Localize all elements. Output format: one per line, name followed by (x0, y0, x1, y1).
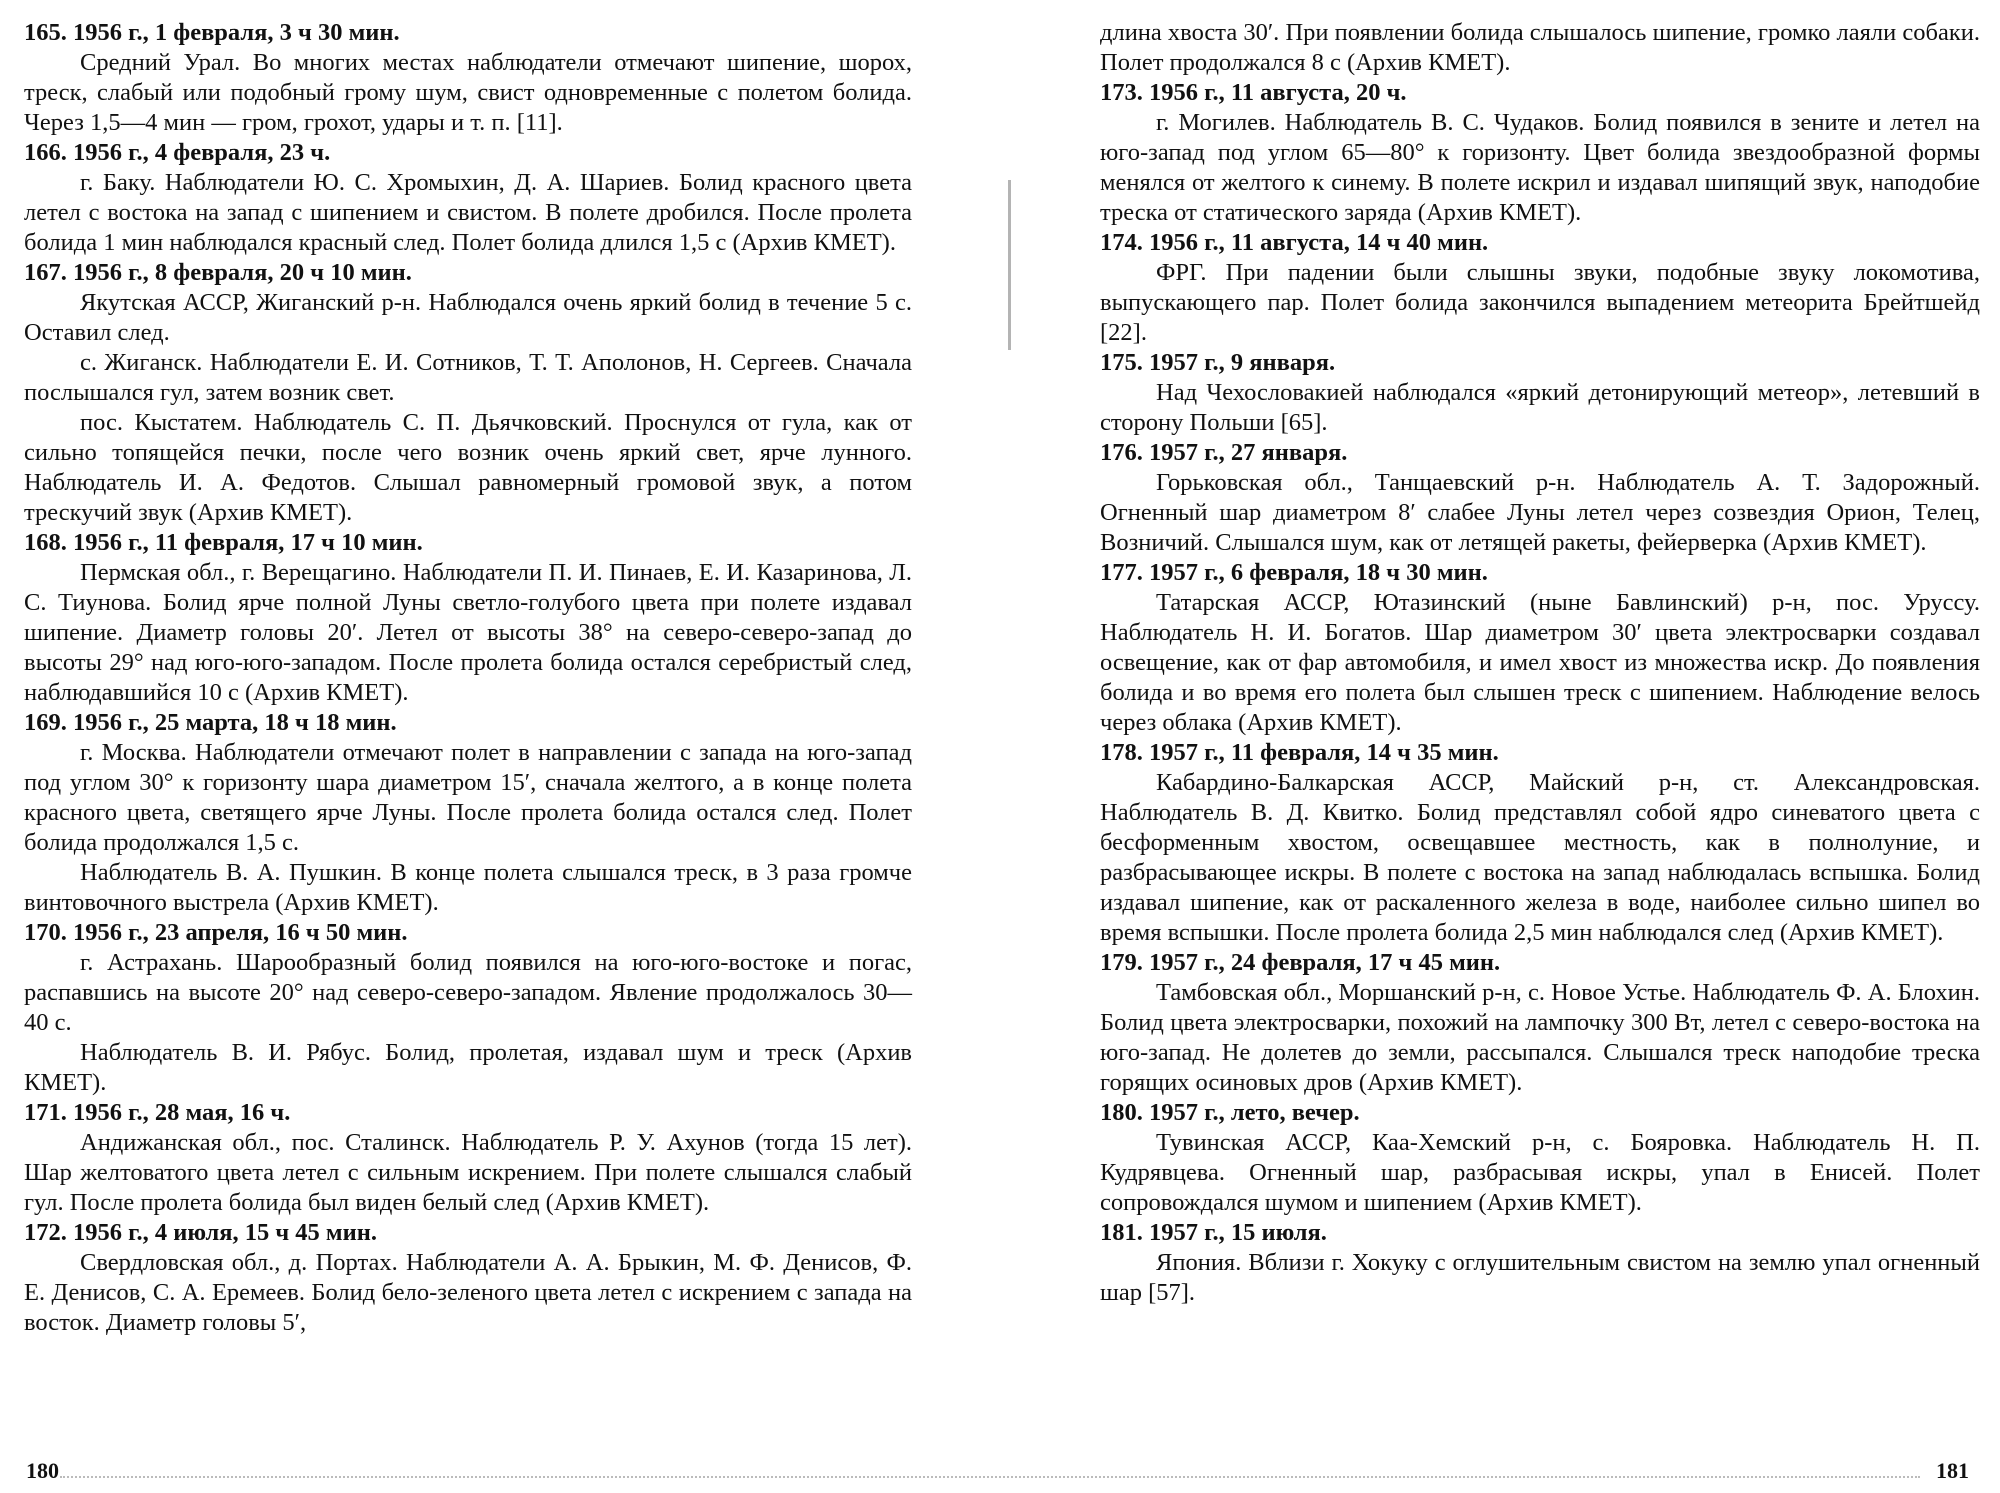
entry-heading: 181. 1957 г., 15 июля. (1100, 1219, 1327, 1246)
entry-paragraph: г. Астрахань. Шарообразный болид появился на юго-юго-востоке и погас, распавшись на высоте 20° над северо-северо-западом. Явление продолжалось 30—40 с. (24, 949, 912, 1036)
entry-paragraph: Свердловская обл., д. Портах. Наблюдатели А. А. Брыкин, М. Ф. Денисов, Ф. Е. Денисов, С. А. Еремеев. Болид бело-зеленого цвета летел с искрением с запада на восток. Диаметр головы 5′, (24, 1249, 912, 1336)
entry-paragraph: Кабардино-Балкарская АССР, Майский р-н, ст. Александровская. Наблюдатель В. Д. Квитко. Болид представлял собой ядро синеватого цвета с бесформенным хвостом, освещавшее местность, как в полнолуние, и разбрасывающее искры. В полете с востока на запад наблюдалась вспышка. Болид издавал шипение, как от раскаленного железа в воде, наиболее сильно шипел во время вспышки. После пролета болида 2,5 мин наблюдался след (Архив КМЕТ). (1100, 769, 1980, 946)
entry-heading: 167. 1956 г., 8 февраля, 20 ч 10 мин. (24, 259, 412, 286)
entry-paragraph: Тувинская АССР, Каа-Хемский р-н, с. Бояровка. Наблюдатель Н. П. Кудрявцева. Огненный шар, разбрасывая искры, упал в Енисей. Полет сопровождался шумом и шипением (Архив КМЕТ). (1100, 1129, 1980, 1216)
entry-heading: 177. 1957 г., 6 февраля, 18 ч 30 мин. (1100, 559, 1488, 586)
entry-paragraph: Андижанская обл., пос. Сталинск. Наблюдатель Р. У. Ахунов (тогда 15 лет). Шар желтоватого цвета летел с сильным искрением. При полете слышался слабый гул. После пролета болида был виден белый след (Архив КМЕТ). (24, 1129, 912, 1216)
left-page-number: 180 (26, 1458, 59, 1483)
entry-heading: 176. 1957 г., 27 января. (1100, 439, 1348, 466)
right-page-number: 181 (1936, 1458, 1969, 1483)
entry-heading: 179. 1957 г., 24 февраля, 17 ч 45 мин. (1100, 949, 1501, 976)
entry-paragraph: Япония. Вблизи г. Хокуку с оглушительным свистом на землю упал огненный шар [57]. (1100, 1249, 1980, 1306)
entry-heading: 175. 1957 г., 9 января. (1100, 349, 1336, 376)
entry-heading: 173. 1956 г., 11 августа, 20 ч. (1100, 79, 1407, 106)
right-page (1100, 18, 1980, 1418)
entry-heading: 169. 1956 г., 25 марта, 18 ч 18 мин. (24, 709, 397, 736)
entry-paragraph: г. Москва. Наблюдатели отмечают полет в направлении с запада на юго-запад под углом 30° к горизонту шара диаметром 15′, сначала желтого, а в конце полета красного цвета, светящего ярче Луны. После пролета болида остался след. Полет болида продолжался 1,5 с. (24, 739, 912, 856)
entry-heading: 180. 1957 г., лето, вечер. (1100, 1099, 1360, 1126)
entry-heading: 165. 1956 г., 1 февраля, 3 ч 30 мин. (24, 19, 400, 46)
entry-paragraph: Наблюдатель В. А. Пушкин. В конце полета слышался треск, в 3 раза громче винтовочного выстрела (Архив КМЕТ). (24, 859, 912, 916)
entry-heading: 178. 1957 г., 11 февраля, 14 ч 35 мин. (1100, 739, 1499, 766)
page-gutter-mark (1008, 180, 1011, 350)
entry-paragraph: г. Могилев. Наблюдатель В. С. Чудаков. Болид появился в зените и летел на юго-запад под углом 65—80° к горизонту. Цвет болида звездообразной формы менялся от желтого к синему. В полете искрил и издавал шипящий звук, наподобие треска от статического заряда (Архив КМЕТ). (1100, 109, 1980, 226)
entry-paragraph: г. Баку. Наблюдатели Ю. С. Хромыхин, Д. А. Шариев. Болид красного цвета летел с востока на запад с шипением и свистом. В полете дробился. После пролета болида 1 мин наблюдался красный след. Полет болида длился 1,5 с (Архив КМЕТ). (24, 169, 912, 256)
entry-paragraph: Татарская АССР, Ютазинский (ныне Бавлинский) р-н, пос. Уруссу. Наблюдатель Н. И. Богатов. Шар диаметром 30′ цвета электросварки создавал освещение, как от фар автомобиля, и имел хвост из множества искр. До появления болида и во время его полета был слышен треск с шипением. Наблюдение велось через облака (Архив КМЕТ). (1100, 589, 1980, 736)
entry-paragraph: Пермская обл., г. Верещагино. Наблюдатели П. И. Пинаев, Е. И. Казаринова, Л. С. Тиунова. Болид ярче полной Луны светло-голубого цвета при полете издавал шипение. Диаметр головы 20′. Летел от высоты 38° на северо-северо-запад до высоты 29° над юго-юго-западом. После пролета болида остался серебристый след, наблюдавшийся 10 с (Архив КМЕТ). (24, 559, 912, 706)
entry-paragraph: длина хвоста 30′. При появлении болида слышалось шипение, громко лаяли собаки. Полет продолжался 8 с (Архив КМЕТ). (1100, 19, 1980, 76)
entry-heading: 170. 1956 г., 23 апреля, 16 ч 50 мин. (24, 919, 408, 946)
entry-paragraph: с. Жиганск. Наблюдатели Е. И. Сотников, Т. Т. Аполонов, Н. Сергеев. Сначала послышался гул, затем возник свет. (24, 349, 912, 406)
entry-heading: 166. 1956 г., 4 февраля, 23 ч. (24, 139, 331, 166)
entry-paragraph: Наблюдатель В. И. Рябус. Болид, пролетая, издавал шум и треск (Архив КМЕТ). (24, 1039, 912, 1096)
entry-heading: 174. 1956 г., 11 августа, 14 ч 40 мин. (1100, 229, 1489, 256)
entry-heading: 168. 1956 г., 11 февраля, 17 ч 10 мин. (24, 529, 423, 556)
left-page (24, 18, 912, 1418)
entry-heading: 171. 1956 г., 28 мая, 16 ч. (24, 1099, 291, 1126)
entry-paragraph: ФРГ. При падении были слышны звуки, подобные звуку локомотива, выпускающего пар. Полет болида закончился выпадением метеорита Брейтшейд [22]. (1100, 259, 1980, 346)
entry-paragraph: Над Чехословакией наблюдался «яркий детонирующий метеор», летевший в сторону Польши [65]. (1100, 379, 1980, 436)
entry-paragraph: Горьковская обл., Танщаевский р-н. Наблюдатель А. Т. Задорожный. Огненный шар диаметром 8′ слабее Луны летел через созвездия Орион, Телец, Возничий. Слышался шум, как от летящей ракеты, фейерверка (Архив КМЕТ). (1100, 469, 1980, 556)
entry-paragraph: Тамбовская обл., Моршанский р-н, с. Новое Устье. Наблюдатель Ф. А. Блохин. Болид цвета электросварки, похожий на лампочку 300 Вт, летел с северо-востока на юго-запад. Не долетев до земли, рассыпался. Слышался треск наподобие треска горящих осиновых дров (Архив КМЕТ). (1100, 979, 1980, 1096)
entry-paragraph: пос. Кыстатем. Наблюдатель С. П. Дьячковский. Проснулся от гула, как от сильно топящейся печки, после чего возник очень яркий свет, ярче лунного. Наблюдатель И. А. Федотов. Слышал равномерный громовой звук, а потом трескучий звук (Архив КМЕТ). (24, 409, 912, 526)
entry-paragraph: Якутская АССР, Жиганский р-н. Наблюдался очень яркий болид в течение 5 с. Оставил след. (24, 289, 912, 346)
entry-heading: 172. 1956 г., 4 июля, 15 ч 45 мин. (24, 1219, 377, 1246)
entry-paragraph: Средний Урал. Во многих местах наблюдатели отмечают шипение, шорох, треск, слабый или подобный грому шум, свист одновременные с полетом болида. Через 1,5—4 мин — гром, грохот, удары и т. п. [11]. (24, 49, 912, 136)
footer-scan-noise (60, 1476, 1920, 1479)
